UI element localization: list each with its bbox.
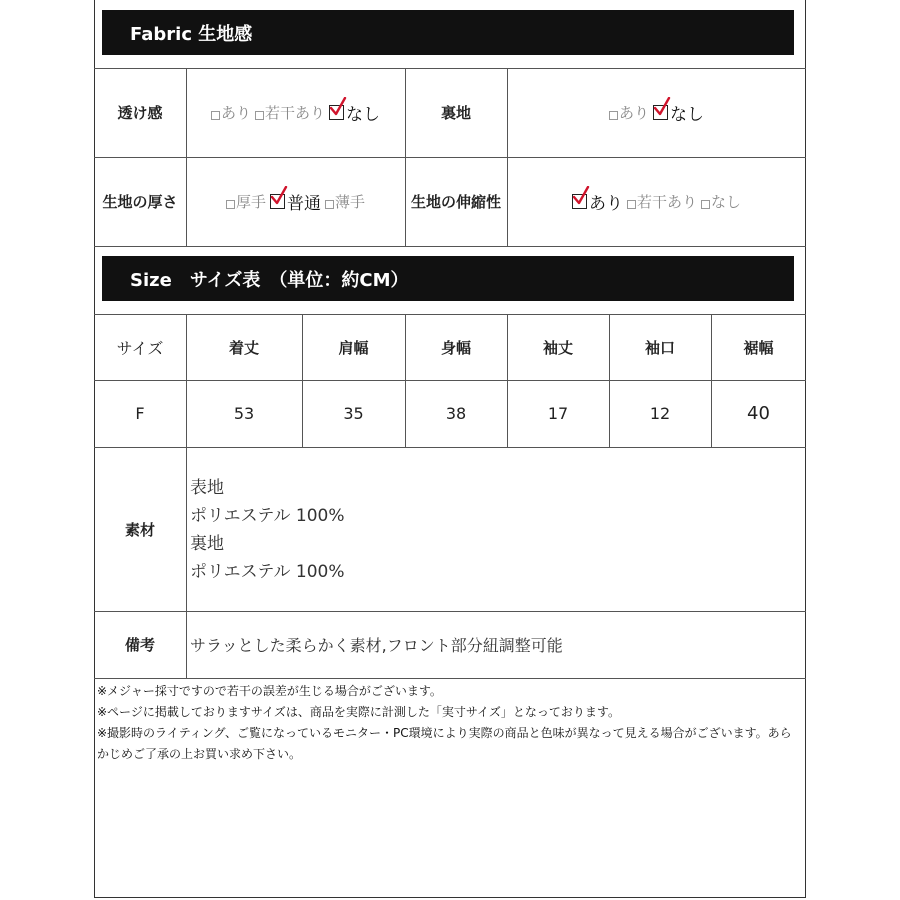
size-header-cell: 袖口 bbox=[644, 338, 675, 357]
material-line: ポリエステル 100% bbox=[190, 562, 345, 582]
size-section-header: Size サイズ表 （単位：約CM） bbox=[102, 256, 794, 301]
option-label: あり bbox=[618, 104, 649, 122]
thickness-options bbox=[186, 157, 405, 246]
size-value-cell: 38 bbox=[445, 404, 467, 423]
empty-checkbox-icon bbox=[627, 200, 636, 209]
material-label: 素材 bbox=[124, 520, 155, 539]
checked-option bbox=[329, 100, 380, 125]
unchecked-option bbox=[325, 191, 365, 212]
unchecked-option bbox=[627, 191, 697, 212]
unchecked-option bbox=[255, 102, 325, 123]
option-label: 若干あり bbox=[636, 193, 697, 211]
unchecked-option bbox=[211, 102, 251, 123]
material-line: ポリエステル 100% bbox=[190, 506, 345, 526]
option-label: 厚手 bbox=[235, 193, 266, 211]
size-header-cell: 身幅 bbox=[440, 338, 471, 357]
empty-checkbox-icon bbox=[325, 200, 334, 209]
unchecked-option bbox=[609, 102, 649, 123]
note-line: ※ページに掲載しておりますサイズは、商品を実際に計測した「実寸サイズ」となっております。 bbox=[97, 705, 620, 719]
stretch-label: 生地の伸縮性 bbox=[410, 193, 501, 211]
unchecked-option bbox=[226, 191, 266, 212]
option-label: なし bbox=[670, 105, 704, 125]
option-label: 普通 bbox=[287, 194, 321, 214]
fabric-section-header: Fabric 生地感 bbox=[102, 10, 794, 55]
lining-label: 裏地 bbox=[440, 104, 471, 122]
empty-checkbox-icon bbox=[226, 200, 235, 209]
size-value-cell: 12 bbox=[649, 404, 671, 423]
remarks-label: 備考 bbox=[124, 636, 155, 654]
checked-option bbox=[572, 189, 623, 214]
thickness-label: 生地の厚さ bbox=[102, 193, 178, 211]
checkmark-icon bbox=[653, 105, 668, 120]
size-header-cell: 肩幅 bbox=[338, 338, 369, 357]
notes bbox=[97, 681, 799, 765]
empty-checkbox-icon bbox=[701, 200, 710, 209]
empty-checkbox-icon bbox=[609, 111, 618, 120]
size-header-cell: 着丈 bbox=[228, 338, 259, 357]
material-line: 裏地 bbox=[190, 534, 224, 554]
checkmark-icon bbox=[572, 194, 587, 209]
size-value-cell: 17 bbox=[547, 404, 569, 423]
option-label: 若干あり bbox=[265, 104, 326, 122]
size-value-cell: 40 bbox=[747, 403, 770, 424]
see-through-options bbox=[186, 68, 405, 157]
checkmark-icon bbox=[270, 194, 285, 209]
option-label: あり bbox=[588, 194, 623, 214]
unchecked-option bbox=[701, 191, 741, 212]
option-label: なし bbox=[711, 193, 742, 211]
checked-option bbox=[653, 100, 704, 125]
material-lines bbox=[190, 474, 344, 586]
size-value-cell: F bbox=[135, 404, 145, 423]
checkmark-icon bbox=[329, 105, 344, 120]
size-value-cell: 53 bbox=[233, 404, 255, 423]
size-value-cell: 35 bbox=[343, 404, 364, 423]
size-header-cell: 裾幅 bbox=[743, 338, 774, 357]
option-label: 薄手 bbox=[335, 193, 366, 211]
checked-option bbox=[270, 189, 321, 214]
lining-options bbox=[507, 68, 806, 157]
note-line: ※メジャー採寸ですので若干の誤差が生じる場合がございます。 bbox=[97, 684, 442, 698]
option-label: あり bbox=[220, 104, 251, 122]
stretch-options bbox=[507, 157, 806, 246]
size-header-cell: 袖丈 bbox=[542, 338, 573, 357]
material-line: 表地 bbox=[190, 478, 224, 498]
size-header-cell: サイズ bbox=[116, 338, 164, 358]
note-line: ※撮影時のライティング、ご覧になっているモニター・PC環境により実際の商品と色味が異なって見える場合がございます。あらかじめご了承の上お買い求め下さい。 bbox=[97, 726, 792, 761]
see-through-label: 透け感 bbox=[117, 104, 163, 122]
option-label: なし bbox=[346, 105, 381, 125]
empty-checkbox-icon bbox=[255, 111, 264, 120]
empty-checkbox-icon bbox=[211, 111, 220, 120]
remarks-text: サラッとした柔らかく素材,フロント部分紐調整可能 bbox=[190, 636, 563, 655]
